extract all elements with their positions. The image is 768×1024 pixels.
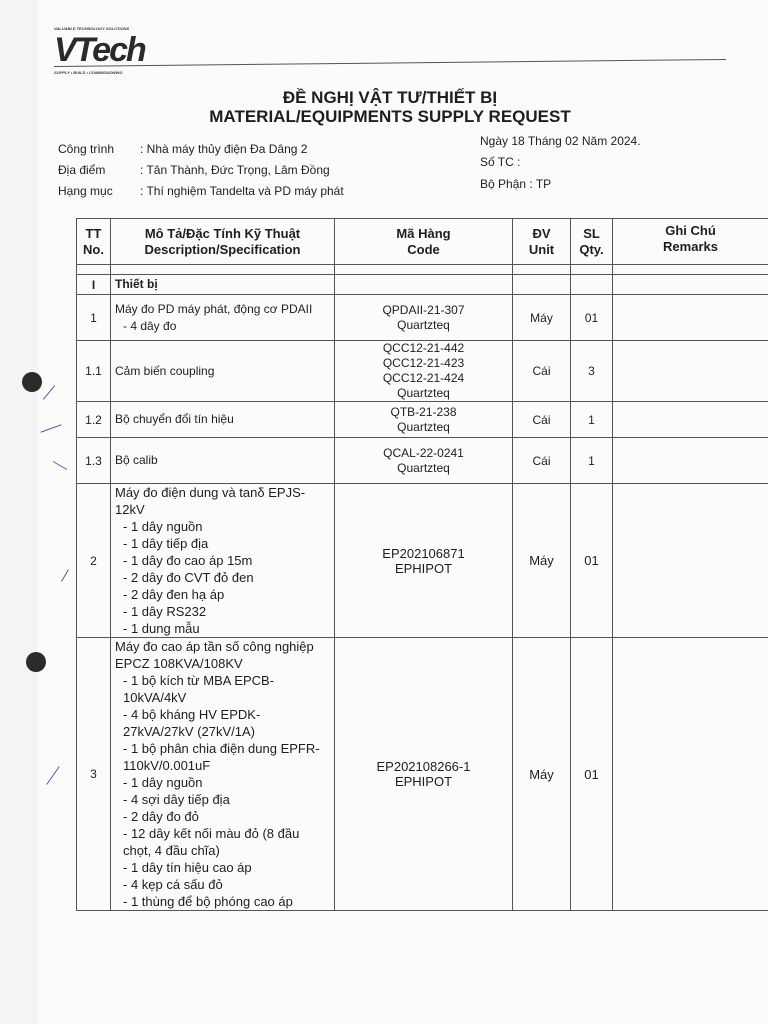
binder-hole-top <box>22 372 42 392</box>
row-remarks <box>613 341 768 402</box>
row-accessory-item: - 1 thùng để bộ phóng cao áp <box>123 894 293 909</box>
table-spacer-row <box>77 265 768 275</box>
meta-cong-trinh <box>58 142 307 156</box>
row-description <box>111 638 335 911</box>
row-accessory-item: - 1 dây RS232 <box>123 604 207 619</box>
row-description-text: Máy đo PD máy phát, động cơ PDAII <box>115 301 313 316</box>
table-row <box>77 438 768 484</box>
document-title-vn: ĐỀ NGHỊ VẬT TƯ/THIẾT BỊ <box>282 88 498 107</box>
row-code-line: Quartzteq <box>397 460 450 475</box>
row-description-text: Máy đo điện dung và tanδ EPJS-12kV <box>115 485 306 517</box>
row-unit: Máy <box>513 295 571 341</box>
row-accessory-item: - 4 dây đo <box>123 318 177 333</box>
row-accessory-item: - 12 dây kết nối màu đỏ (8 đầu chọt, 4 đầu chĩa) <box>123 826 300 858</box>
row-code <box>335 484 513 638</box>
row-description <box>111 295 335 341</box>
meta-ngay: Ngày 18 Tháng 02 Năm 2024. <box>480 134 641 148</box>
header-unit: ĐV Unit <box>513 219 571 265</box>
table-section-row <box>77 275 768 295</box>
row-description <box>111 484 335 638</box>
row-code-line: QPDAII-21-307 <box>382 302 465 317</box>
row-qty: 01 <box>571 638 613 911</box>
row-remarks <box>613 484 768 638</box>
header-tt: TT No. <box>77 219 111 265</box>
logo-tagline-bottom: SUPPLY • BUILD • COMMISSIONING <box>54 70 123 75</box>
row-number: 1 <box>77 295 111 341</box>
row-accessory-item: - 2 dây đen hạ áp <box>123 587 225 602</box>
row-remarks <box>613 402 768 438</box>
row-number: 1.1 <box>77 341 111 402</box>
header-remarks: Ghi Chú Remarks <box>613 219 768 265</box>
row-code-line: EPHIPOT <box>394 560 453 576</box>
dia-diem-label: Địa điểm <box>58 163 106 177</box>
row-number: 1.2 <box>77 402 111 438</box>
row-accessory-item: - 1 dây nguồn <box>123 519 203 534</box>
hang-muc-label: Hạng mục <box>58 184 113 198</box>
meta-so-tc: Số TC : <box>480 155 521 169</box>
logo-wordmark: VTech <box>54 31 145 69</box>
row-accessory-item: - 4 kẹp cá sấu đỏ <box>123 877 223 892</box>
row-code <box>335 402 513 438</box>
header-code: Mã Hàng Code <box>335 219 513 265</box>
row-accessory-item: - 4 bộ kháng HV EPDK-27kVA/27kV (27kV/1A) <box>123 707 261 739</box>
row-code-line: EP202106871 <box>382 545 465 561</box>
header-qty: SL Qty. <box>571 219 613 265</box>
table-header-row <box>77 219 768 265</box>
row-unit: Máy <box>513 638 571 911</box>
row-accessory-item: - 1 bộ phân chia điện dung EPFR-110kV/0.001uF <box>123 741 320 773</box>
row-qty: 1 <box>571 402 613 438</box>
header-description: Mô Tả/Đặc Tính Kỹ Thuật Description/Specification <box>111 219 335 265</box>
meta-hang-muc <box>58 184 344 198</box>
row-accessory-item: - 1 dây đo cao áp 15m <box>123 553 253 568</box>
table-row <box>77 295 768 341</box>
row-accessory-item: - 1 dây tín hiệu cao áp <box>123 860 252 875</box>
row-number: 3 <box>77 638 111 911</box>
table-row <box>77 402 768 438</box>
row-accessory-item: - 1 dung mẫu <box>123 621 200 636</box>
meta-dia-diem <box>58 163 330 177</box>
row-code <box>335 295 513 341</box>
section-label: Thiết bị <box>111 275 335 295</box>
row-code-line: Quartzteq <box>397 386 450 400</box>
row-unit: Cái <box>513 402 571 438</box>
row-number: 2 <box>77 484 111 638</box>
row-accessory-item: - 1 bộ kích từ MBA EPCB-10kVA/4kV <box>123 673 275 705</box>
row-description-text: Bộ chuyển đổi tín hiệu <box>115 412 234 426</box>
meta-bo-phan: Bộ Phận : TP <box>480 177 552 191</box>
cong-trinh-value: : Nhà máy thủy điện Đa Dâng 2 <box>140 142 308 156</box>
supply-request-table <box>76 218 768 911</box>
row-number: 1.3 <box>77 438 111 484</box>
row-code <box>335 341 513 402</box>
document-title-en: MATERIAL/EQUIPMENTS SUPPLY REQUEST <box>209 107 571 126</box>
row-code-line: QCAL-22-0241 <box>383 445 464 460</box>
row-remarks <box>613 638 768 911</box>
row-description <box>111 341 335 402</box>
row-accessory-item: - 1 dây tiếp địa <box>123 536 209 551</box>
row-description-text: Bộ calib <box>115 453 158 467</box>
row-accessory-item: - 2 dây đo đỏ <box>123 809 199 824</box>
row-qty: 1 <box>571 438 613 484</box>
vtech-logo <box>54 26 145 78</box>
row-code-line: Quartzteq <box>397 419 450 434</box>
row-qty: 3 <box>571 341 613 402</box>
row-description-text: Cảm biến coupling <box>115 363 215 378</box>
row-accessory-item: - 4 sợi dây tiếp địa <box>123 792 230 807</box>
row-description <box>111 402 335 438</box>
row-unit: Cái <box>513 438 571 484</box>
row-code-line: EP202108266-1 <box>376 759 471 774</box>
row-code-line: QCC12-21-424 <box>382 371 465 385</box>
table-row <box>77 484 768 638</box>
section-number: I <box>77 275 111 295</box>
row-description <box>111 438 335 484</box>
table-row <box>77 341 768 402</box>
row-description-text: Máy đo cao áp tần số công nghiệp EPCZ 108KVA/108KV <box>115 639 314 671</box>
row-code-line: EPHIPOT <box>394 774 453 789</box>
row-accessory-item: - 1 dây nguồn <box>123 775 203 790</box>
row-remarks <box>613 295 768 341</box>
dia-diem-value: : Tân Thành, Đức Trọng, Lâm Đồng <box>140 163 330 177</box>
row-code-line: QCC12-21-423 <box>382 356 465 370</box>
row-qty: 01 <box>571 295 613 341</box>
row-remarks <box>613 438 768 484</box>
row-code-line: QTB-21-238 <box>390 404 457 419</box>
binder-hole-bottom <box>26 652 46 672</box>
row-code <box>335 438 513 484</box>
row-qty: 01 <box>571 484 613 638</box>
row-accessory-item: - 2 dây đo CVT đỏ đen <box>123 570 254 585</box>
row-code-line: Quartzteq <box>397 317 450 332</box>
hang-muc-value: : Thí nghiệm Tandelta và PD máy phát <box>140 184 344 198</box>
logo-tagline-top: VALUABLE TECHNOLOGY SOLUTIONS <box>54 26 130 31</box>
row-unit: Máy <box>513 484 571 638</box>
cong-trinh-label: Công trình <box>58 142 115 156</box>
row-unit: Cái <box>513 341 571 402</box>
table-row <box>77 638 768 911</box>
row-code <box>335 638 513 911</box>
row-code-line: QCC12-21-442 <box>382 341 465 355</box>
